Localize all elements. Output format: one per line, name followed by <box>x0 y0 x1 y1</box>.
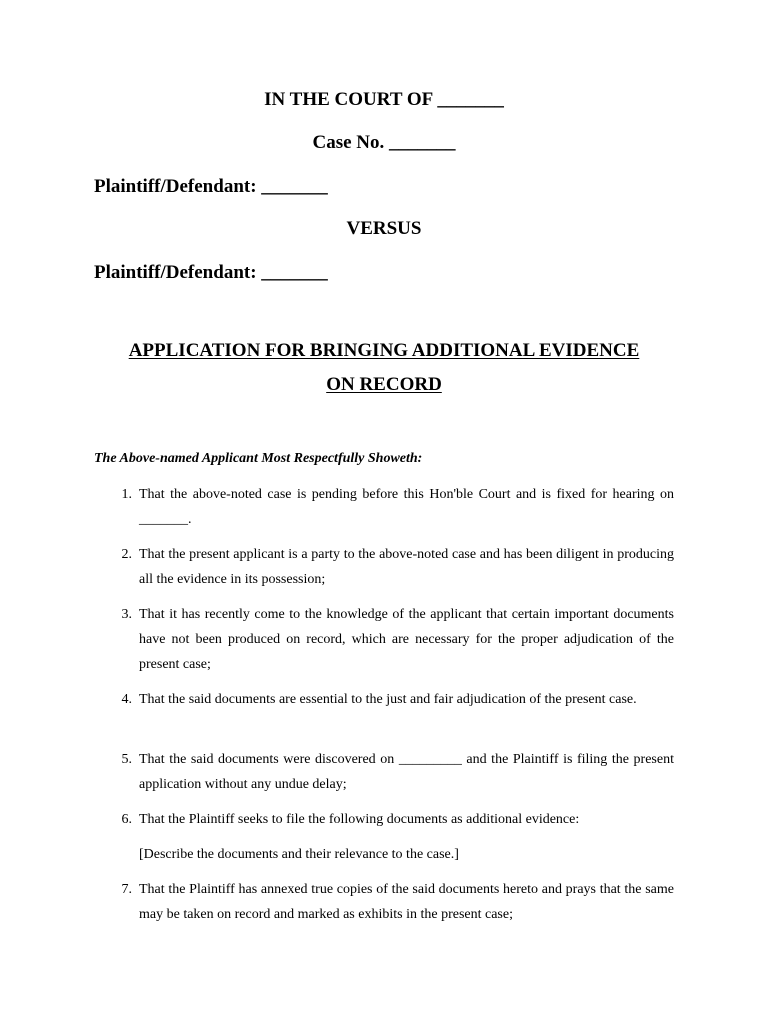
paragraph-number: 2. <box>121 547 132 562</box>
application-title-line-1: APPLICATION FOR BRINGING ADDITIONAL EVIDENCE <box>128 340 640 361</box>
intro-statement: The Above-named Applicant Most Respectfully Showeth: <box>94 451 423 466</box>
paragraph-7 <box>110 877 674 927</box>
paragraph-number: 6. <box>121 812 132 827</box>
paragraph-text: That the said documents were discovered on _________ and the Plaintiff is filing the present application without any undue delay; <box>139 752 674 792</box>
paragraph-text: That the Plaintiff has annexed true copies of the said documents hereto and prays that the same may be taken on record and marked as exhibits in the present case; <box>139 882 674 922</box>
paragraph-4 <box>110 687 674 712</box>
paragraph-3 <box>110 602 674 677</box>
paragraph-6 <box>110 807 674 832</box>
paragraph-number: 1. <box>121 487 132 502</box>
paragraph-text: That it has recently come to the knowledge of the applicant that certain important documents have not been produced on record, which are necessary for the proper adjudication of the present case; <box>139 607 674 672</box>
paragraph-2 <box>110 542 674 592</box>
application-title-line-2: ON RECORD <box>326 374 442 395</box>
paragraph-5 <box>110 747 674 797</box>
paragraph-text: That the present applicant is a party to the above-noted case and has been diligent in producing all the evidence in its possession; <box>139 547 674 587</box>
versus-label: VERSUS <box>346 218 422 239</box>
party-two: Plaintiff/Defendant: _______ <box>94 262 328 283</box>
case-number: Case No. _______ <box>312 132 456 153</box>
party-one: Plaintiff/Defendant: _______ <box>94 176 328 197</box>
paragraph-number: 5. <box>121 752 132 767</box>
paragraph-text: That the said documents are essential to the just and fair adjudication of the present case. <box>139 692 637 707</box>
paragraph-text: That the Plaintiff seeks to file the following documents as additional evidence: <box>139 812 580 827</box>
paragraph-text: That the above-noted case is pending before this Hon'ble Court and is fixed for hearing on _______. <box>139 487 674 527</box>
documents-note: [Describe the documents and their relevance to the case.] <box>139 847 459 862</box>
paragraph-number: 4. <box>121 692 132 707</box>
paragraph-number: 7. <box>121 882 132 897</box>
court-heading: IN THE COURT OF _______ <box>264 89 504 110</box>
paragraph-number: 3. <box>121 607 132 622</box>
paragraph-1 <box>110 482 674 532</box>
